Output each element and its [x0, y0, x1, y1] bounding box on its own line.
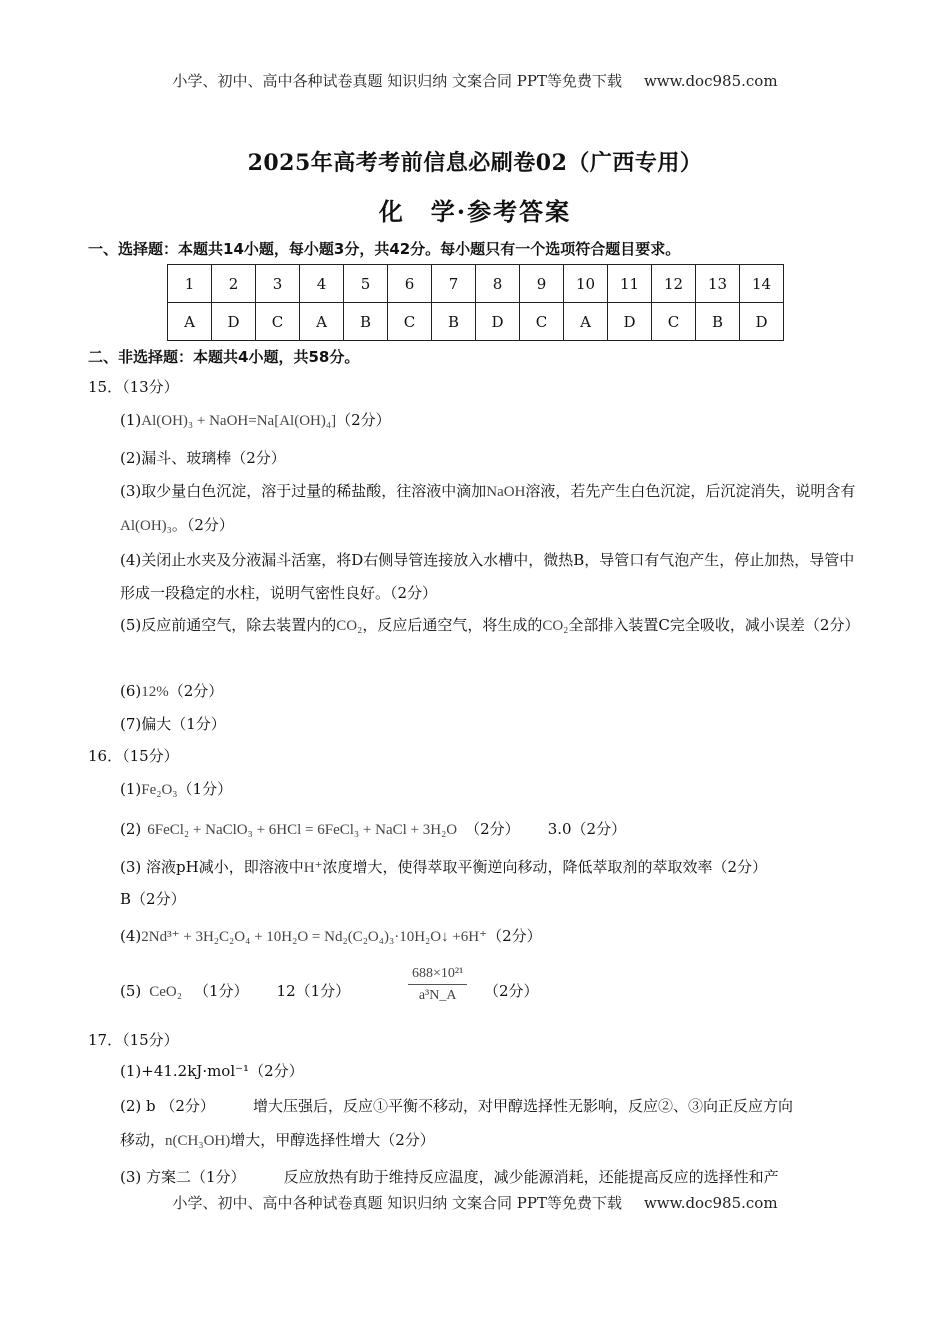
- q16-p4-score: （2分）: [487, 927, 542, 945]
- q15-p5-chem-co2-b: CO₂: [542, 618, 569, 634]
- q17-p3-text-b: 反应放热有助于维持反应温度，减少能源消耗，还能提高反应的选择性和产: [283, 1168, 779, 1186]
- q16-part5: [120, 982, 350, 1001]
- answer-letter-cell: D: [608, 303, 652, 341]
- answer-letter-cell: A: [564, 303, 608, 341]
- q17-p2-text-b: 增大压强后，反应①平衡不移动，对甲醇选择性无影响，反应②、③向正反应方向: [252, 1097, 793, 1115]
- q17-p1-value: +41.2kJ·mol⁻¹: [141, 1062, 250, 1080]
- q15-p6-value: 12%: [141, 684, 169, 700]
- page-header: [0, 70, 950, 91]
- q15-part1: [120, 411, 391, 430]
- q15-p5-text-b: ，反应后通空气，将生成的: [362, 616, 543, 634]
- q15-p3-chem-aloh3: Al(OH)₃: [120, 518, 172, 534]
- q17-p2-text-c: 移动，: [120, 1131, 166, 1149]
- q16-p5-fraction: [408, 966, 467, 1004]
- q15-heading: 15．（13分）: [88, 378, 179, 396]
- answer-number-cell: 12: [652, 265, 696, 303]
- q15-part2: (2)漏斗、玻璃棒（2分）: [120, 449, 286, 467]
- q15-p5-text-a: (5)反应前通空气，除去装置内的: [120, 616, 337, 634]
- answer-letter-cell: C: [388, 303, 432, 341]
- answer-number-cell: 10: [564, 265, 608, 303]
- answer-letter-cell: A: [168, 303, 212, 341]
- q16-part4: [120, 927, 542, 946]
- q16-p5-fraction-denominator: a³N_A: [418, 988, 457, 1003]
- q16-p5-fraction-numerator: 688×10²¹: [408, 966, 467, 985]
- q17-p1-label: (1): [120, 1062, 142, 1080]
- answer-letter-row: [168, 303, 784, 341]
- q17-p3-text-a: (3) 方案二（1分）: [120, 1168, 246, 1186]
- section-choice-heading: 一、选择题：本题共14小题，每小题3分，共42分。每小题只有一个选项符合题目要求。: [88, 240, 681, 258]
- answer-letter-cell: B: [696, 303, 740, 341]
- page-subtitle: 化 学·参考答案: [378, 197, 572, 226]
- answer-letter-cell: D: [740, 303, 784, 341]
- q15-p3-chem-naoh: NaOH: [486, 484, 526, 500]
- q17-part3: [120, 1168, 779, 1186]
- q16-p2-equation: 6FeCl₂ + NaClO₃ + 6HCl = 6FeCl₃ + NaCl + 3H₂O: [147, 822, 458, 838]
- q16-heading: 16．（15分）: [88, 747, 179, 765]
- q17-heading: 17．（15分）: [88, 1031, 179, 1049]
- q15-p1-equation: Al(OH)₃ + NaOH=Na[Al(OH)₄]: [141, 413, 337, 429]
- answer-number-cell: 1: [168, 265, 212, 303]
- q15-p5-chem-co2: CO₂: [336, 618, 363, 634]
- q15-p1-score: （2分）: [336, 411, 391, 429]
- answer-number-cell: 11: [608, 265, 652, 303]
- q15-p6-score: （2分）: [168, 682, 224, 700]
- footer-url[interactable]: www.doc985.com: [643, 1194, 778, 1212]
- q15-part6: [120, 682, 223, 701]
- q16-p2-value: 3.0（2分）: [547, 820, 627, 838]
- q16-p5-label: (5): [120, 982, 142, 1000]
- q15-p3-text-a: (3)取少量白色沉淀，溶于过量的稀盐酸，往溶液中滴加: [120, 482, 487, 500]
- q16-part2: [120, 820, 626, 839]
- q16-p1-label: (1): [120, 780, 142, 798]
- answer-number-cell: 4: [300, 265, 344, 303]
- q16-p4-equation: 2Nd³⁺ + 3H₂C₂O₄ + 10H₂O = Nd₂(C₂O₄)₃·10H₂O↓ +6H⁺: [141, 929, 488, 945]
- page-footer: [0, 1192, 950, 1213]
- q16-part3: [120, 858, 767, 877]
- q16-p5-value: 12（1分）: [276, 982, 351, 1000]
- q16-p5-score3: （2分）: [484, 982, 539, 1000]
- q15-p5-text-c: 全部排入装置C完全吸收，减小误差（2分）: [568, 616, 860, 634]
- q15-p1-label: (1): [120, 411, 142, 429]
- answer-letter-cell: B: [432, 303, 476, 341]
- header-url[interactable]: www.doc985.com: [643, 72, 778, 90]
- answer-number-row: [168, 265, 784, 303]
- q17-part1: [120, 1062, 304, 1080]
- q16-part1: [120, 780, 232, 799]
- q15-p3-text-c: 。（2分）: [171, 516, 234, 534]
- q16-p5-chem: CeO₂: [149, 984, 182, 1000]
- answer-letter-cell: C: [256, 303, 300, 341]
- footer-text: 小学、初中、高中各种试卷真题 知识归纳 文案合同 PPT等免费下载: [172, 1194, 622, 1212]
- answer-letter-cell: D: [212, 303, 256, 341]
- q16-p3-chem: H⁺: [303, 860, 323, 876]
- q16-p1-chem: Fe₂O₃: [141, 782, 178, 798]
- q16-p3-text-b: 浓度增大，使得萃取平衡逆向移动，降低萃取剂的萃取效率（2分）: [322, 858, 767, 876]
- q17-p2-text-a: (2) b （2分）: [120, 1097, 215, 1115]
- q16-p2-score: （2分）: [465, 820, 520, 838]
- answer-number-cell: 14: [740, 265, 784, 303]
- answer-letter-cell: D: [476, 303, 520, 341]
- q17-p1-score: （2分）: [249, 1062, 304, 1080]
- section-nonchoice-heading: 二、非选择题：本题共4小题，共58分。: [88, 348, 360, 366]
- page-title: 2025年高考考前信息必刷卷02（广西专用）: [247, 150, 703, 176]
- q15-p3-text-b: 溶液，若先产生白色沉淀，后沉淀消失，说明含有: [525, 482, 856, 500]
- q15-part5: [120, 609, 865, 643]
- q16-p1-score: （1分）: [177, 780, 233, 798]
- q16-p3-text-a: (3) 溶液pH减小，即溶液中: [120, 858, 304, 876]
- answer-letter-cell: B: [344, 303, 388, 341]
- answer-letter-cell: C: [520, 303, 564, 341]
- answer-number-cell: 3: [256, 265, 300, 303]
- q17-p2-chem: n(CH₃OH): [165, 1133, 231, 1149]
- answer-number-cell: 6: [388, 265, 432, 303]
- answer-number-cell: 9: [520, 265, 564, 303]
- q17-p2-text-d: 增大，甲醇选择性增大（2分）: [230, 1131, 435, 1149]
- q16-part3-line2: B（2分）: [120, 890, 186, 908]
- answer-number-cell: 8: [476, 265, 520, 303]
- q17-part2-line2: [120, 1131, 435, 1150]
- header-text: 小学、初中、高中各种试卷真题 知识归纳 文案合同 PPT等免费下载: [172, 72, 622, 90]
- q16-p5-score1: （1分）: [193, 982, 249, 1000]
- q17-part2: [120, 1097, 793, 1115]
- answer-number-cell: 13: [696, 265, 740, 303]
- answer-letter-cell: C: [652, 303, 696, 341]
- answer-table: [167, 264, 784, 341]
- q16-p4-label: (4): [120, 927, 142, 945]
- answer-number-cell: 5: [344, 265, 388, 303]
- answer-number-cell: 7: [432, 265, 476, 303]
- q16-p2-label: (2): [120, 820, 142, 838]
- q15-p6-label: (6): [120, 682, 142, 700]
- answer-number-cell: 2: [212, 265, 256, 303]
- answer-letter-cell: A: [300, 303, 344, 341]
- q15-part4: (4)关闭止水夹及分液漏斗活塞，将D右侧导管连接放入水槽中，微热B，导管口有气泡产生，停止加热，导管中形成一段稳定的水柱，说明气密性良好。（2分）: [120, 551, 855, 602]
- q15-part7: (7)偏大（1分）: [120, 715, 226, 733]
- q15-part3: [120, 475, 865, 543]
